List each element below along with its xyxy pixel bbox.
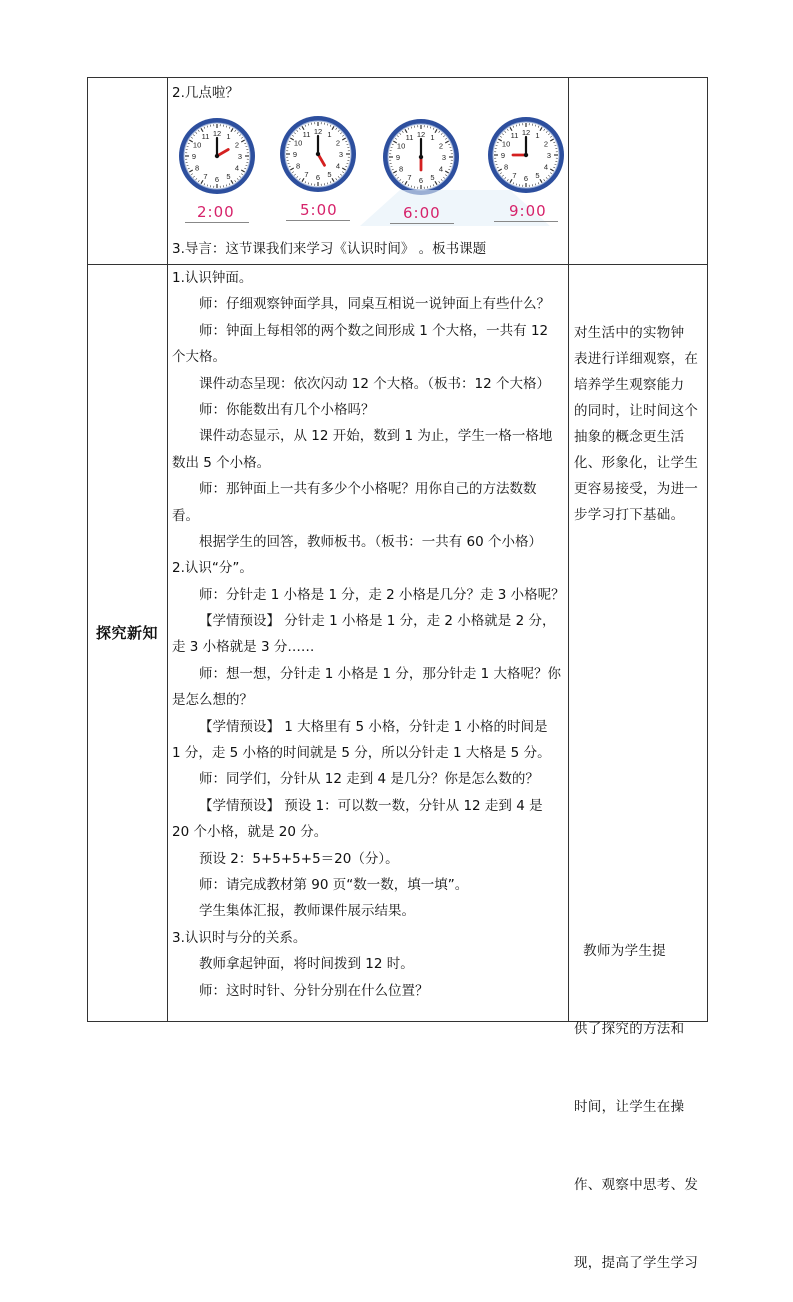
- label-underline-2: [286, 220, 350, 221]
- note-line: 更容易接受，为进一: [574, 476, 698, 502]
- dial-number: 10: [502, 140, 510, 149]
- dial-number: 12: [417, 130, 425, 139]
- dial-number: 7: [304, 170, 308, 179]
- heading-2: 2.认识“分”。: [172, 555, 564, 581]
- paragraph: 【学情预设】 预设 1：可以数一数，分针从 12 走到 4 是: [172, 793, 564, 819]
- paragraph: 【学情预设】 分针走 1 小格是 1 分，走 2 小格就是 2 分，: [172, 608, 564, 634]
- note-line: 供了探究的方法和: [574, 1016, 698, 1042]
- dial-number: 5: [430, 173, 434, 182]
- paragraph: 师：请完成教材第 90 页“数一数，填一填”。: [172, 872, 564, 898]
- label-underline-4: [494, 221, 558, 222]
- dial-number: 12: [522, 128, 530, 137]
- dial-number: 11: [406, 133, 414, 142]
- paragraph: 学生集体汇报，教师课件展示结果。: [172, 898, 564, 924]
- note-line: 现，提高了学生学习: [574, 1250, 698, 1276]
- dial-number: 3: [547, 151, 551, 160]
- paragraph: 师：同学们，分针从 12 走到 4 是几分？你是怎么数的？: [172, 766, 564, 792]
- dial-number: 8: [504, 163, 508, 172]
- design-note-2: [574, 886, 698, 1302]
- label-underline-3: [390, 223, 454, 224]
- dial-number: 4: [544, 163, 548, 172]
- dial-number: 6: [524, 174, 528, 183]
- dial-number: 5: [327, 170, 331, 179]
- dial-number: 8: [296, 162, 300, 171]
- label-underline-1: [185, 222, 249, 223]
- dial-number: 9: [293, 150, 297, 159]
- clock-face-1: [177, 116, 257, 196]
- center-pin: [419, 155, 423, 159]
- dial-number: 11: [303, 130, 311, 139]
- dial-number: 9: [396, 153, 400, 162]
- dial-number: 1: [535, 131, 539, 140]
- dial-number: 2: [235, 141, 239, 150]
- note-line: 的同时，让时间这个: [574, 398, 698, 424]
- paragraph: 个大格。: [172, 344, 564, 370]
- dial-number: 4: [235, 164, 239, 173]
- note-line: 教师为学生提: [574, 938, 698, 964]
- clock-face-4: [486, 115, 566, 195]
- col-divider-1: [167, 78, 168, 1021]
- heading-3: 3.认识时与分的关系。: [172, 925, 564, 951]
- note-line: 时间，让学生在操: [574, 1094, 698, 1120]
- paragraph: 数出 5 个小格。: [172, 450, 564, 476]
- paragraph: 走 3 小格就是 3 分……: [172, 634, 564, 660]
- clock-label-1: 2:00: [197, 203, 235, 221]
- paragraph: 师：钟面上每相邻的两个数之间形成 1 个大格，一共有 12: [172, 318, 564, 344]
- paragraph: 师：那钟面上一共有多少个小格呢？用你自己的方法数数: [172, 476, 564, 502]
- dial-number: 9: [192, 152, 196, 161]
- paragraph: 课件动态显示，从 12 开始，数到 1 为止，学生一格一格地: [172, 423, 564, 449]
- dial-number: 3: [238, 152, 242, 161]
- dial-number: 12: [314, 127, 322, 136]
- dial-number: 2: [336, 139, 340, 148]
- paragraph: 根据学生的回答，教师板书。（板书：一共有 60 个小格）: [172, 529, 564, 555]
- dial-number: 1: [327, 130, 331, 139]
- clock-label-3: 6:00: [403, 204, 441, 222]
- paragraph: 是怎么想的？: [172, 687, 564, 713]
- clock-label-4: 9:00: [509, 202, 547, 220]
- dial-number: 4: [439, 165, 443, 174]
- paragraph: 1 分，走 5 小格的时间就是 5 分，所以分针走 1 大格是 5 分。: [172, 740, 564, 766]
- note-line: 步学习打下基础。: [574, 502, 698, 528]
- note-line: 表进行详细观察，在: [574, 346, 698, 372]
- dial-number: 3: [339, 150, 343, 159]
- dial-number: 11: [202, 132, 210, 141]
- heading-1: 1.认识钟面。: [172, 265, 564, 291]
- section-content: [172, 265, 564, 1004]
- dial-number: 6: [316, 173, 320, 182]
- note-line: 作、观察中思考、发: [574, 1172, 698, 1198]
- paragraph: 看。: [172, 503, 564, 529]
- paragraph: 师：分针走 1 小格是 1 分，走 2 小格是几分？走 3 小格呢？: [172, 582, 564, 608]
- dial-number: 2: [544, 140, 548, 149]
- dial-number: 1: [226, 132, 230, 141]
- note-line: 培养学生观察能力: [574, 372, 698, 398]
- center-pin: [316, 152, 320, 156]
- dial-number: 10: [397, 142, 405, 151]
- dial-number: 5: [535, 171, 539, 180]
- dial-number: 1: [430, 133, 434, 142]
- dial-number: 6: [215, 175, 219, 184]
- dial-number: 12: [213, 129, 221, 138]
- dial-number: 9: [501, 151, 505, 160]
- dial-number: 7: [407, 173, 411, 182]
- paragraph: 预设 2：5+5+5+5＝20（分）。: [172, 846, 564, 872]
- question-2: 2.几点啦？: [172, 80, 239, 106]
- paragraph: 课件动态呈现：依次闪动 12 个大格。（板书：12 个大格）: [172, 371, 564, 397]
- dial-number: 5: [226, 172, 230, 181]
- paragraph: 师：这时时针、分针分别在什么位置？: [172, 978, 564, 1004]
- note-line: 对生活中的实物钟: [574, 320, 698, 346]
- dial-number: 10: [193, 141, 201, 150]
- dial-number: 2: [439, 142, 443, 151]
- center-pin: [215, 154, 219, 158]
- dial-number: 8: [195, 164, 199, 173]
- note-line: 化、形象化，让学生: [574, 450, 698, 476]
- clock-face-2: [278, 114, 358, 194]
- paragraph: 20 个小格，就是 20 分。: [172, 819, 564, 845]
- note-line: 抽象的概念更生活: [574, 424, 698, 450]
- question-3: 3.导言：这节课我们来学习《认识时间》 。板书课题: [172, 236, 486, 262]
- dial-number: 4: [336, 162, 340, 171]
- dial-number: 3: [442, 153, 446, 162]
- dial-number: 10: [294, 139, 302, 148]
- paragraph: 师：你能数出有几个小格吗？: [172, 397, 564, 423]
- paragraph: 【学情预设】 1 大格里有 5 小格，分针走 1 小格的时间是: [172, 714, 564, 740]
- center-pin: [524, 153, 528, 157]
- dial-number: 6: [419, 176, 423, 185]
- section-label: 探究新知: [90, 622, 164, 643]
- dial-number: 8: [399, 165, 403, 174]
- dial-number: 11: [511, 131, 519, 140]
- clock-label-2: 5:00: [300, 201, 338, 219]
- paragraph: 师：想一想，分针走 1 小格是 1 分，那分针走 1 大格呢？你: [172, 661, 564, 687]
- paragraph: 教师拿起钟面，将时间拨到 12 时。: [172, 951, 564, 977]
- design-note-1: [574, 320, 698, 528]
- clock-face-3: [381, 117, 461, 197]
- dial-number: 7: [512, 171, 516, 180]
- paragraph: 师：仔细观察钟面学具，同桌互相说一说钟面上有些什么？: [172, 291, 564, 317]
- dial-number: 7: [203, 172, 207, 181]
